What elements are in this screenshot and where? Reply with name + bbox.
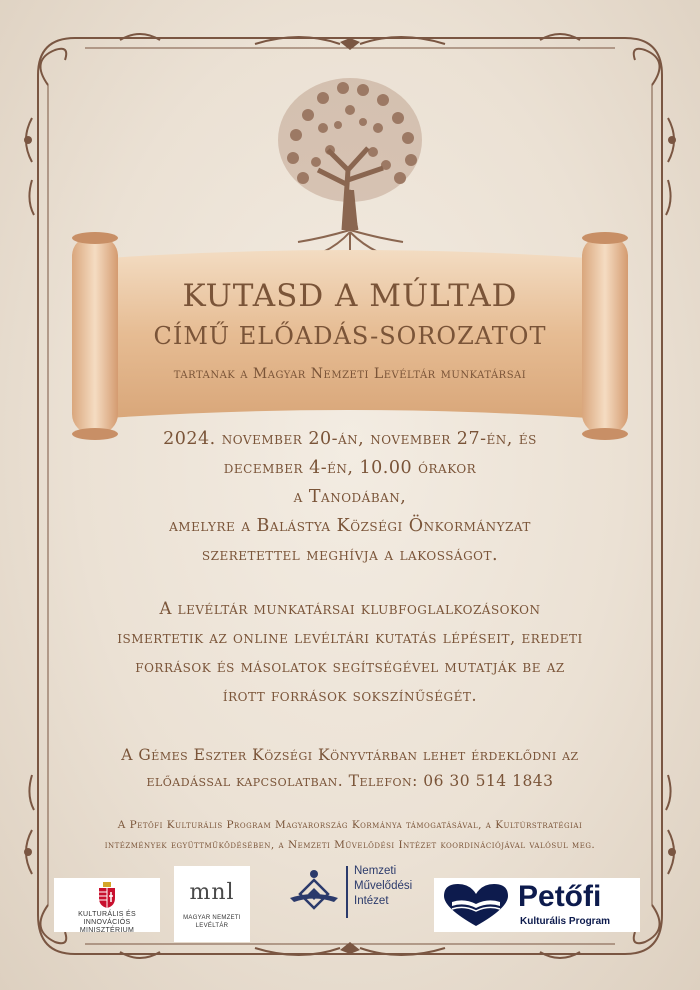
ministry-logo (54, 878, 160, 932)
event-dates-line1: 2024. november 20-án, november 27-én, és (163, 429, 537, 449)
petofi-logo (434, 878, 640, 932)
description-line: írott források sokszínűségét. (222, 686, 478, 705)
description-line: források és másolatok segítségével mutatják be az (135, 657, 565, 676)
contact-line2: előadással kapcsolatban. Telefon: 06 30 514 1843 (146, 772, 554, 790)
heart-book-icon (440, 882, 512, 928)
event-dates-line2: december 4-én, 10.00 órakor (223, 458, 477, 478)
tree-icon (268, 70, 433, 255)
event-details (0, 425, 700, 570)
nmi-name-line3: Intézet (354, 895, 389, 907)
title-subtitle: tartanak a Magyar Nemzeti Levéltár munkatársai (173, 366, 527, 382)
contact-info (0, 742, 700, 794)
ministry-name-line2: MINISZTÉRIUM (79, 927, 135, 934)
support-line1: A Petőfi Kulturális Program Magyarország Kormánya támogatásával, a Kultúrstratégiai (117, 819, 583, 831)
nmi-name-line1: Nemzeti (354, 865, 397, 877)
nmi-name-line2: Művelődési (354, 880, 413, 892)
event-venue: a Tanodában, (293, 487, 407, 507)
contact-line1: A Gémes Eszter Községi Könyvtárban lehet érdeklődni az (121, 746, 579, 764)
event-invite-line1: amelyre a Balástya Községi Önkormányzat (169, 516, 531, 536)
description-line: ismertetik az online levéltári kutatás lépéseit, eredeti (117, 628, 583, 647)
event-invite-line2: szeretettel meghívja a lakosságot. (201, 545, 499, 565)
description (0, 594, 700, 710)
nmi-emblem-icon (288, 868, 340, 916)
nmi-logo (288, 862, 423, 922)
archive-logo (174, 866, 250, 942)
title-secondary: CÍMŰ ELŐADÁS-SOROZATOT (153, 322, 547, 350)
petofi-name: Petőfi (518, 880, 602, 913)
ministry-name-line1: KULTURÁLIS ÉS INNOVÁCIÓS (78, 911, 136, 926)
support-line2: intézmények együttműködésében, a Nemzeti Művelődési Intézet koordinációjával valósul meg. (104, 839, 596, 851)
support-note (0, 815, 700, 855)
archive-name-line2: LEVÉLTÁR (195, 923, 229, 929)
archive-name-line1: MAGYAR NEMZETI (183, 915, 241, 921)
hungarian-coat-of-arms-icon (98, 882, 116, 908)
archive-mark: mnl (189, 880, 235, 905)
description-line: A levéltár munkatársai klubfoglalkozásokon (159, 599, 541, 618)
petofi-subtitle: Kulturális Program (520, 916, 611, 927)
title-main: KUTASD A MÚLTAD (182, 278, 518, 314)
